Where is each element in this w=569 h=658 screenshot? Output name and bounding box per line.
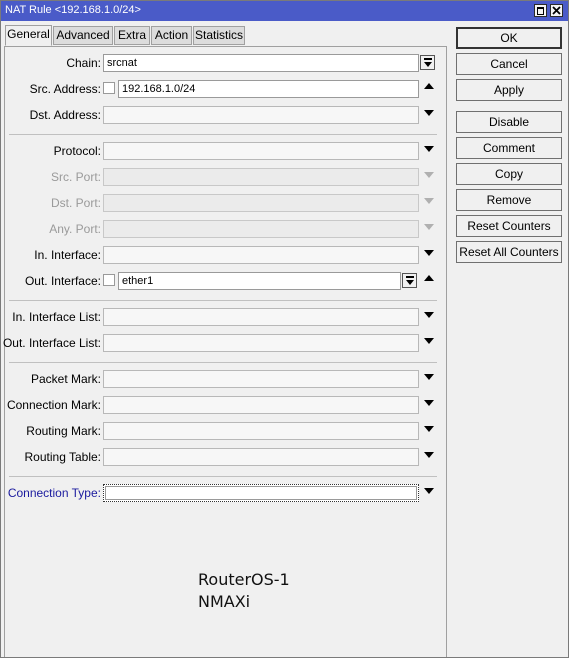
cancel-button[interactable]: Cancel <box>456 53 562 75</box>
protocol-expand-icon[interactable] <box>424 146 434 152</box>
out-interface-field[interactable] <box>118 272 401 290</box>
routing-mark-row <box>5 422 445 442</box>
chain-dropdown-icon[interactable] <box>420 55 435 70</box>
protocol-field[interactable] <box>103 142 419 160</box>
any-port-expand-icon <box>424 224 434 230</box>
maximize-icon[interactable] <box>534 4 547 17</box>
connection-type-field[interactable] <box>103 484 419 502</box>
dst-address-field[interactable] <box>103 106 419 124</box>
routing-table-expand-icon[interactable] <box>424 452 434 458</box>
ok-button[interactable]: OK <box>456 27 562 49</box>
src-port-field <box>103 168 419 186</box>
packet-mark-expand-icon[interactable] <box>424 374 434 380</box>
connection-mark-row <box>5 396 445 416</box>
tab-statistics[interactable]: Statistics <box>193 26 245 45</box>
separator <box>9 476 437 477</box>
separator <box>9 134 437 135</box>
connection-type-row <box>5 484 445 504</box>
any-port-row <box>5 220 445 240</box>
routing-table-row <box>5 448 445 468</box>
any-port-field <box>103 220 419 238</box>
connection-type-expand-icon[interactable] <box>424 488 434 494</box>
reset-all-counters-button[interactable]: Reset All Counters <box>456 241 562 263</box>
separator <box>9 300 437 301</box>
tab-action[interactable]: Action <box>151 26 192 45</box>
chain-row <box>5 54 445 74</box>
connection-mark-field[interactable] <box>103 396 419 414</box>
routing-table-field[interactable] <box>103 448 419 466</box>
src-address-value: 192.168.1.0/24 <box>122 83 196 95</box>
chain-label: Chain: <box>66 56 101 70</box>
dst-port-field <box>103 194 419 212</box>
any-port-label: Any. Port: <box>49 222 101 236</box>
out-interface-value: ether1 <box>122 275 154 287</box>
out-interface-row <box>5 272 445 292</box>
chain-field[interactable] <box>103 54 419 72</box>
connection-mark-label: Connection Mark: <box>6 398 101 412</box>
packet-mark-field[interactable] <box>103 370 419 388</box>
src-address-field[interactable] <box>118 80 419 98</box>
disable-button[interactable]: Disable <box>456 111 562 133</box>
packet-mark-label: Packet Mark: <box>30 372 101 386</box>
out-interface-dropdown-icon[interactable] <box>402 273 417 288</box>
remove-button[interactable]: Remove <box>456 189 562 211</box>
in-interface-list-field[interactable] <box>103 308 419 326</box>
protocol-row <box>5 142 445 162</box>
tab-extra[interactable]: Extra <box>114 26 150 45</box>
close-icon[interactable] <box>550 4 563 17</box>
watermark-line-1: RouterOS-1 <box>198 570 290 589</box>
general-panel <box>4 46 447 658</box>
chain-value: srcnat <box>107 57 137 69</box>
out-interface-collapse-icon[interactable] <box>424 275 434 281</box>
dst-port-expand-icon <box>424 198 434 204</box>
copy-button[interactable]: Copy <box>456 163 562 185</box>
src-address-negate-checkbox[interactable] <box>103 82 115 94</box>
in-interface-label: In. Interface: <box>34 248 101 262</box>
watermark-line-2: NMAXi <box>198 592 251 611</box>
routing-mark-expand-icon[interactable] <box>424 426 434 432</box>
out-interface-list-row <box>2 334 445 354</box>
out-interface-list-field[interactable] <box>103 334 419 352</box>
out-interface-label: Out. Interface: <box>24 274 101 288</box>
separator <box>9 362 437 363</box>
in-interface-list-row <box>5 308 445 328</box>
window-title: NAT Rule <192.168.1.0/24> <box>5 4 141 16</box>
out-interface-negate-checkbox[interactable] <box>103 274 115 286</box>
src-address-label: Src. Address: <box>29 82 101 96</box>
src-port-label: Src. Port: <box>50 170 101 184</box>
in-interface-row <box>5 246 445 266</box>
packet-mark-row <box>5 370 445 390</box>
in-interface-field[interactable] <box>103 246 419 264</box>
in-interface-list-expand-icon[interactable] <box>424 312 434 318</box>
routing-mark-label: Routing Mark: <box>26 424 101 438</box>
out-interface-list-label: Out. Interface List: <box>2 336 101 350</box>
connection-mark-expand-icon[interactable] <box>424 400 434 406</box>
tab-general[interactable]: General <box>5 25 52 46</box>
src-port-expand-icon <box>424 172 434 178</box>
dst-port-row <box>5 194 445 214</box>
title-bar[interactable] <box>1 1 568 21</box>
in-interface-expand-icon[interactable] <box>424 250 434 256</box>
connection-type-label: Connection Type: <box>7 486 101 500</box>
dst-address-row <box>5 106 445 126</box>
reset-counters-button[interactable]: Reset Counters <box>456 215 562 237</box>
src-port-row <box>5 168 445 188</box>
in-interface-list-label: In. Interface List: <box>12 310 101 324</box>
comment-button[interactable]: Comment <box>456 137 562 159</box>
routing-mark-field[interactable] <box>103 422 419 440</box>
src-address-collapse-icon[interactable] <box>424 83 434 89</box>
tab-advanced[interactable]: Advanced <box>53 26 113 45</box>
apply-button[interactable]: Apply <box>456 79 562 101</box>
dst-address-label: Dst. Address: <box>29 108 101 122</box>
src-address-row <box>5 80 445 100</box>
dst-port-label: Dst. Port: <box>50 196 101 210</box>
dst-address-expand-icon[interactable] <box>424 110 434 116</box>
out-interface-list-expand-icon[interactable] <box>424 338 434 344</box>
protocol-label: Protocol: <box>53 144 101 158</box>
routing-table-label: Routing Table: <box>24 450 101 464</box>
